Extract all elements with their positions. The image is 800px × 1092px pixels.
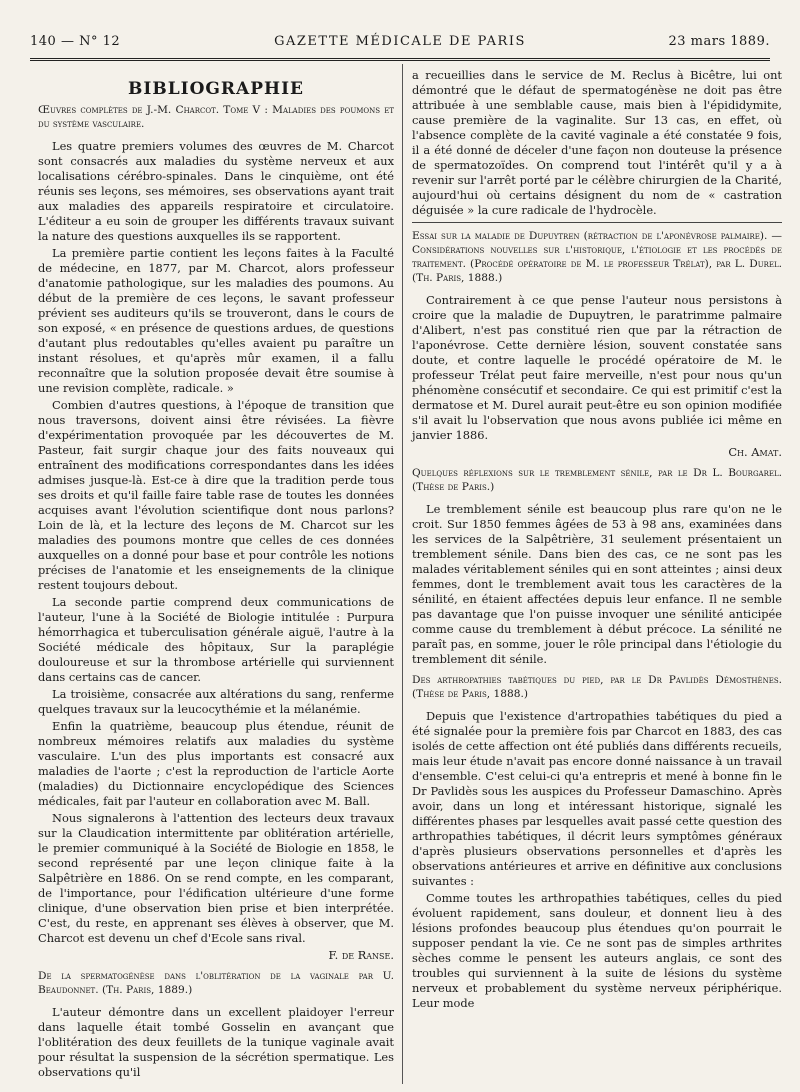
paragraph: Le tremblement sénile est beaucoup plus rare qu'on ne le croit. Sur 1850 femmes âgées de 53 à 98 ans, examinées dans les services de la Salpêtrière, 31 seulement présentaient un tremblement sénile. Dans bien des cas, ce ne sont pas les malades véritablement séniles qui en sont atteintes ; ainsi deux femmes, dont le tremblement avait tous les caractères de la sénilité, en étaient affectées depuis leur enfance. Il ne semble pas davantage que l'on puisse invoquer une sénilité anticipée comme cause du tremblement à début précoce. La sénilité ne paraît pas, en somme, jouer le rôle principal dans l'étiologie du tremblement dit sénile. [412, 502, 782, 666]
signature: Ch. Amat. [728, 445, 782, 459]
paragraph: Contrairement à ce que pense l'auteur nous persistons à croire que la maladie de Dupuytren, le paratrimme palmaire d'Alibert, n'est pas constitué rien que par la rétraction de l'aponévrose. Cette dernière lésion, souvent constatée sans doute, et contre laquelle le procédé opératoire de M. le professeur Trélat peut faire merveille, n'est pour nous qu'un phénomène consécutif et secondaire. Ce qui est primitif c'est la dermatose et M. Durel aurait peut-être eu son opinion modifiée s'il avait lu l'observation que nous avons publiée ici même en janvier 1886. [412, 293, 782, 442]
left-column [38, 68, 394, 1082]
journal-title: GAZETTE MÉDICALE DE PARIS [274, 34, 526, 49]
review-heading-pavlides: Des arthropathies tabétiques du pied, par le Dr Pavlidès Démosthènes. (Thèse de Paris, 1888.) [412, 674, 782, 700]
running-head [30, 34, 770, 56]
divider [412, 222, 782, 223]
paragraph: Nous signalerons à l'attention des lecteurs deux travaux sur la Claudication intermittente par oblitération artérielle, le premier communiqué à la Société de Biologie en 1858, le second représenté par une leçon clinique faite à la Salpêtrière en 1886. On se rend compte, en les comparant, de l'importance, pour l'édification ultérieure d'une forme clinique, d'une observation bien prise et bien interprétée. C'est, du reste, en apprenant ses élèves à observer, que M. Charcot est devenu un chef d'Ecole sans rival. [38, 811, 394, 945]
paragraph: a recueillies dans le service de M. Reclus à Bicêtre, lui ont démontré que le défaut de spermatogénèse ne doit pas être attribuée à une semblable cause, mais bien à l'épididymite, cause première de la vaginalite. Sur 13 cas, en effet, où l'absence complète de la cavité vaginale a été constatée 9 fois, il a été donné de déceler d'une façon non douteuse la présence de spermatozoïdes. On comprend tout l'intérêt qu'il y a à revenir sur l'arrêt porté par le célèbre chirurgien de la Charité, aujourd'hui où certains désignent du nom de « castration déguisée » la cure radicale de l'hydrocèle. [412, 68, 782, 217]
paragraph: La seconde partie comprend deux communications de l'auteur, l'une à la Société de Biologie intitulée : Purpura hémorrhagica et tuberculisation générale aiguë, l'autre à la Société médicale des hôpitaux, Sur la paraplégie douloureuse et sur la thrombose artérielle qui surviennent dans certains cas de cancer. [38, 595, 394, 684]
issue-date: 23 mars 1889. [668, 34, 770, 49]
right-column [412, 68, 782, 1013]
paragraph: Combien d'autres questions, à l'époque de transition que nous traversons, doivent ainsi être révisées. La fièvre d'expérimentation provoquée par les découvertes de M. Pasteur, fait surgir chaque jour des faits nouveaux qui entraînent des modifications correspondantes dans les idées admises jusque-là. Est-ce à dire que la tradition perde tous ses droits et qu'il faille faire table rase de toutes les données acquises avant l'évolution scientifique dont nous parlons? Loin de là, et la lecture des leçons de M. Charcot sur les maladies des poumons montre que celles de ces données auxquelles on a donné pour base et pour contrôle les notions précises de l'anatomie et les enseignements de la clinique restent toujours debout. [38, 398, 394, 592]
review-heading-bourgarel: Quelques réflexions sur le tremblement sénile, par le Dr L. Bourgarel. (Thèse de Paris.) [412, 467, 782, 493]
paragraph: Depuis que l'existence d'artropathies tabétiques du pied a été signalée pour la première fois par Charcot en 1883, des cas isolés de cette affection ont été publiés dans différents recueils, mais leur étude n'avait pas encore donné naissance à un travail d'ensemble. C'est celui-ci qu'a entrepris et mené à bonne fin le Dr Pavlidès sous les auspices du Professeur Damaschino. Après avoir, dans un long et intéressant historique, signalé les différentes phases par lesquelles avait passé cette question des arthropathies tabétiques, il décrit leurs symptômes généraux d'après plusieurs observations personnelles et d'après les observations antérieures et arrive en définitive aux conclusions suivantes : [412, 709, 782, 888]
review-heading-charcot: Œuvres complètes de J.-M. Charcot. Tome V : Maladies des poumons et du système vasculaire. [38, 104, 394, 130]
paragraph: Comme toutes les arthropathies tabétiques, celles du pied évoluent rapidement, sans douleur, et donnent lieu à des lésions profondes beaucoup plus étendues qu'on pourrait le supposer pendant la vie. Ce ne sont pas de simples arthrites sèches comme le pensent les auteurs anglais, ce sont des troubles qui surviennent à la suite de lésions du système nerveux et probablement du système nerveux périphérique. Leur mode [412, 891, 782, 1010]
paragraph: L'auteur démontre dans un excellent plaidoyer l'erreur dans laquelle était tombé Gosselin en avançant que l'oblitération des deux feuillets de la tunique vaginale avait pour résultat la suspension de la sécrétion spermatique. Les observations qu'il [38, 1005, 394, 1079]
review-heading-beaudonnet: De la spermatogénèse dans l'oblitération de la vaginale par U. Beaudonnet. (Th. Paris, 1889.) [38, 970, 394, 996]
header-rule [30, 58, 770, 61]
signature: F. de Ranse. [328, 948, 394, 962]
review-heading-durel: Essai sur la maladie de Dupuytren (rétraction de l'aponévrose palmaire). — Considérations nouvelles sur l'historique, l'étiologie et les procédés de traitement. (Procédé opératoire de M. le professeur Trélat), par L. Durel. (Th. Paris, 1888.) [412, 230, 782, 284]
section-title: BIBLIOGRAPHIE [128, 79, 304, 99]
paragraph: Les quatre premiers volumes des œuvres de M. Charcot sont consacrés aux maladies du système nerveux et aux localisations cérébro-spinales. Dans le cinquième, ont été réunis ses leçons, ses mémoires, ses observations ayant trait aux maladies des appareils respiratoire et circulatoire. L'éditeur a eu soin de grouper les différents travaux suivant la nature des questions auxquelles ils se rapportent. [38, 139, 394, 243]
paragraph: Enfin la quatrième, beaucoup plus étendue, réunit de nombreux mémoires relatifs aux maladies du système vasculaire. L'un des plus importants est consacré aux maladies de l'aorte ; c'est la reproduction de l'article Aorte (maladies) du Dictionnaire encyclopédique des Sciences médicales, fait par l'auteur en collaboration avec M. Ball. [38, 719, 394, 808]
column-divider [402, 64, 403, 1084]
folio: 140 — N° 12 [30, 34, 121, 49]
paragraph: La première partie contient les leçons faites à la Faculté de médecine, en 1877, par M. Charcot, alors professeur d'anatomie pathologique, sur les maladies des poumons. Au début de la première de ces leçons, le savant professeur prévient ses auditeurs qu'ils se trouveront, dans le cours de son exposé, « en présence de questions ardues, de questions d'autant plus redoutables qu'elles avaient pu paraître un instant résolues, et qu'après mûr examen, il a fallu reconnaître que la solution proposée devait être soumise à une revision complète, radicale. » [38, 246, 394, 395]
paragraph: La troisième, consacrée aux altérations du sang, renferme quelques travaux sur la leucocythémie et la mélanémie. [38, 687, 394, 716]
